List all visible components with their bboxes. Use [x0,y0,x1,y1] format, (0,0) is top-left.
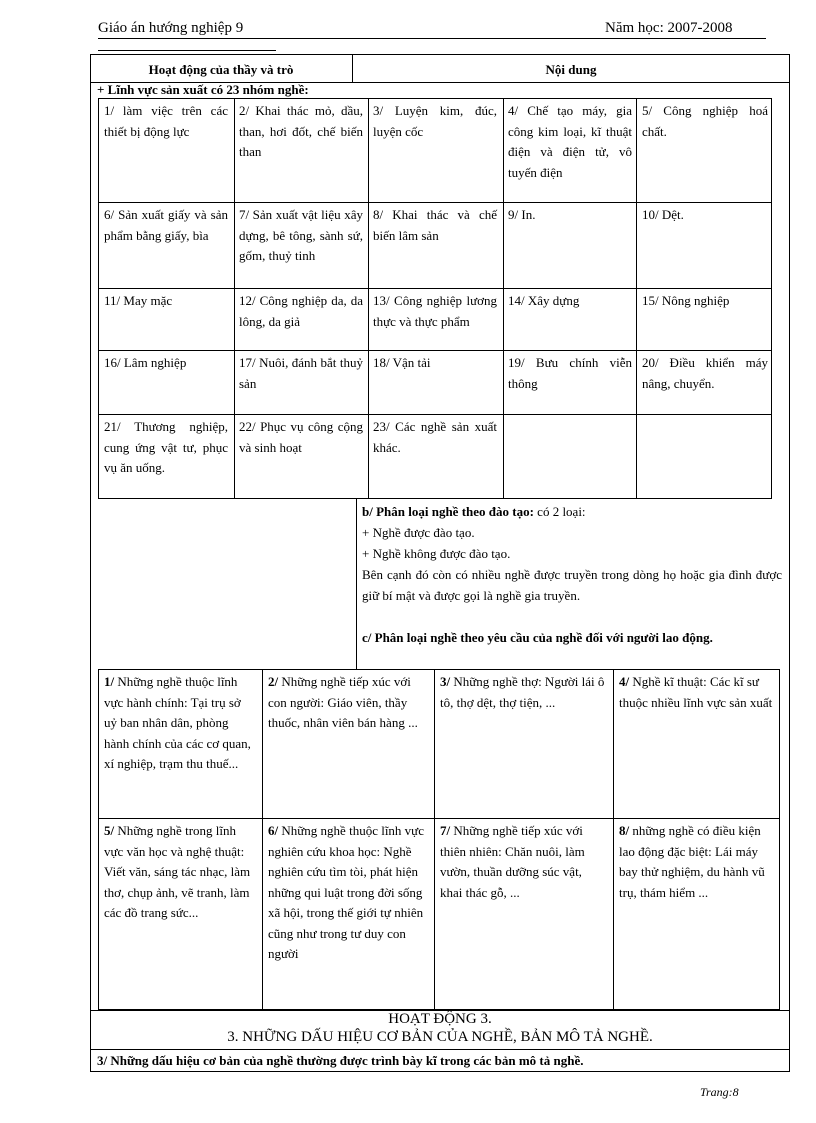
section-b-title-line [362,502,782,523]
profession-cell: 4/ Chế tạo máy, gia công kim loại, kĩ thuật điện và điện tử, vô tuyến điện [508,103,632,180]
header-right: Năm học: 2007-2008 [605,20,733,36]
section-c-title: c/ Phân loại nghề theo yêu cầu của nghề đối với người lao động. [362,630,713,645]
labor-cell-text: Những nghề trong lĩnh vực văn học và nghệ thuật: Viết văn, sáng tác nhạc, làm thơ, chụp ảnh, vẽ tranh, làm các đồ trang sức... [104,823,251,920]
header-left: Giáo án hướng nghiệp 9 [98,20,244,36]
profession-cell: 9/ In. [508,207,536,222]
labor-cell [268,821,428,965]
labor-cell [268,672,428,734]
grid-col-line [234,98,235,499]
grid-col-line [368,98,369,499]
profession-cell: 17/ Nuôi, đánh bắt thuỷ sản [239,355,363,391]
grid-col-line [503,98,504,499]
page-number: Trang:8 [700,1085,739,1099]
section-b-paragraph: Bên cạnh đó còn có nhiều nghề được truyền trong dòng họ hoặc gia đình được giữ bí mật và được gọi là nghề gia truyền. [362,567,782,603]
grid-row-line [98,202,772,203]
section-b-line1: + Nghề được đào tạo. [362,525,475,540]
section-a-heading: + Lĩnh vực sản xuất có 23 nhóm nghề: [97,82,309,97]
activity3-line: 3/ Những dấu hiệu cơ bản của nghề thường được trình bày kĩ trong các bản mô tả nghề. [97,1053,584,1068]
grid-col-line [613,669,614,1010]
labor-cell-number: 4/ [619,674,630,689]
profession-cell: 13/ Công nghiệp lương thực và thực phẩm [373,293,497,329]
profession-cell: 5/ Công nghiệp hoá chất. [642,103,768,139]
profession-cell: 15/ Nông nghiệp [642,293,730,308]
section-b-line2: + Nghề không được đào tạo. [362,546,511,561]
profession-cell: 7/ Sản xuất vật liệu xây dựng, bê tông, sành sứ, gốm, thuỷ tinh [239,207,363,263]
labor-cell-text: Những nghề tiếp xúc với thiên nhiên: Chăn nuôi, làm vườn, thuần dưỡng súc vật, khai thác gỗ, ... [440,823,585,900]
profession-cell: 3/ Luyện kim, đúc, luyện cốc [373,103,497,139]
labor-cell-text: những nghề có điều kiện lao động đặc biệt: Lái máy bay thử nghiệm, du hành vũ trụ, thám hiểm ... [619,823,765,900]
labor-cell-text: Những nghề thuộc lĩnh vực nghiên cứu khoa học: Nghề nghiên cứu tìm tòi, phát hiện những qui luật trong đời sống xã hội, trong thế giới tự nhiên cũng như trong tư duy con người [268,823,425,961]
section-b-title: b/ Phân loại nghề theo đào tạo: [362,504,534,519]
grid-row-line [98,414,772,415]
profession-cell: 19/ Bưu chính viễn thông [508,355,632,391]
profession-cell: 22/ Phục vụ công cộng và sinh hoạt [239,419,363,455]
profession-cell: 2/ Khai thác mỏ, dầu, than, hơi đốt, chế biến than [239,103,363,159]
labor-cell-number: 7/ [440,823,451,838]
section-b-title-suffix: có 2 loại: [533,504,586,519]
activity3-bottom-rule [90,1049,790,1050]
profession-cell: 1/ làm việc trên các thiết bị động lực [104,103,228,139]
profession-cell: 14/ Xây dựng [508,293,580,308]
labor-cell [619,672,776,713]
table-header-left: Hoạt động của thầy và trò [148,62,294,77]
profession-cell: 8/ Khai thác và chế biến lâm sản [373,207,497,243]
labor-cell-number: 3/ [440,674,451,689]
profession-cell: 12/ Công nghiệp da, da lông, da giả [239,293,363,329]
profession-cell: 21/ Thương nghiệp, cung ứng vật tư, phục vụ ăn uống. [104,419,228,475]
grid-col-line [636,98,637,499]
labor-cell-text: Những nghề thuộc lĩnh vực hành chính: Tại trụ sở uỷ ban nhân dân, phòng hành chính của các cơ quan, xí nghiệp, trạm thu thuế... [104,674,251,771]
profession-cell: 6/ Sản xuất giấy và sản phẩm bằng giấy, bìa [104,207,228,243]
activity3-title: HOẠT ĐỘNG 3. [388,1011,492,1027]
activity3-subtitle: 3. NHỮNG DẤU HIỆU CƠ BẢN CỦA NGHỀ, BẢN MÔ TẢ NGHỀ. [227,1029,653,1045]
profession-cell: 23/ Các nghề sản xuất khác. [373,419,497,455]
labor-cell [440,821,607,903]
labor-cell-number: 5/ [104,823,115,838]
profession-cell: 20/ Điều khiển máy nâng, chuyển. [642,355,768,391]
labor-cell-text: Nghề kĩ thuật: Các kĩ sư thuộc nhiều lĩnh vực sản xuất [619,674,773,710]
profession-cell: 10/ Dệt. [642,207,684,222]
labor-cell-number: 8/ [619,823,630,838]
labor-cell [619,821,776,903]
profession-cell: 11/ May mặc [104,293,173,308]
grid-row-line [98,288,772,289]
labor-cell [104,672,256,775]
grid-row-line [98,350,772,351]
grid-col-line [434,669,435,1010]
grid-row-line [98,818,780,819]
grid-col-line [262,669,263,1010]
labor-cell-number: 1/ [104,674,115,689]
profession-cell: 18/ Vận tải [373,355,431,370]
profession-cell: 16/ Lâm nghiệp [104,355,187,370]
header-short-rule [98,50,276,51]
labor-cell [440,672,607,713]
labor-cell-text: Những nghề thợ: Người lái ô tô, thợ dệt, thợ tiện, ... [440,674,605,710]
labor-cell-number: 6/ [268,823,279,838]
table-header-right: Nội dung [545,62,597,77]
header-rule [98,38,766,39]
labor-cell-number: 2/ [268,674,279,689]
section-b-divider [356,499,357,669]
labor-cell-text: Những nghề tiếp xúc với con người: Giáo viên, thầy thuốc, nhân viên bán hàng ... [268,674,418,730]
labor-cell [104,821,256,924]
